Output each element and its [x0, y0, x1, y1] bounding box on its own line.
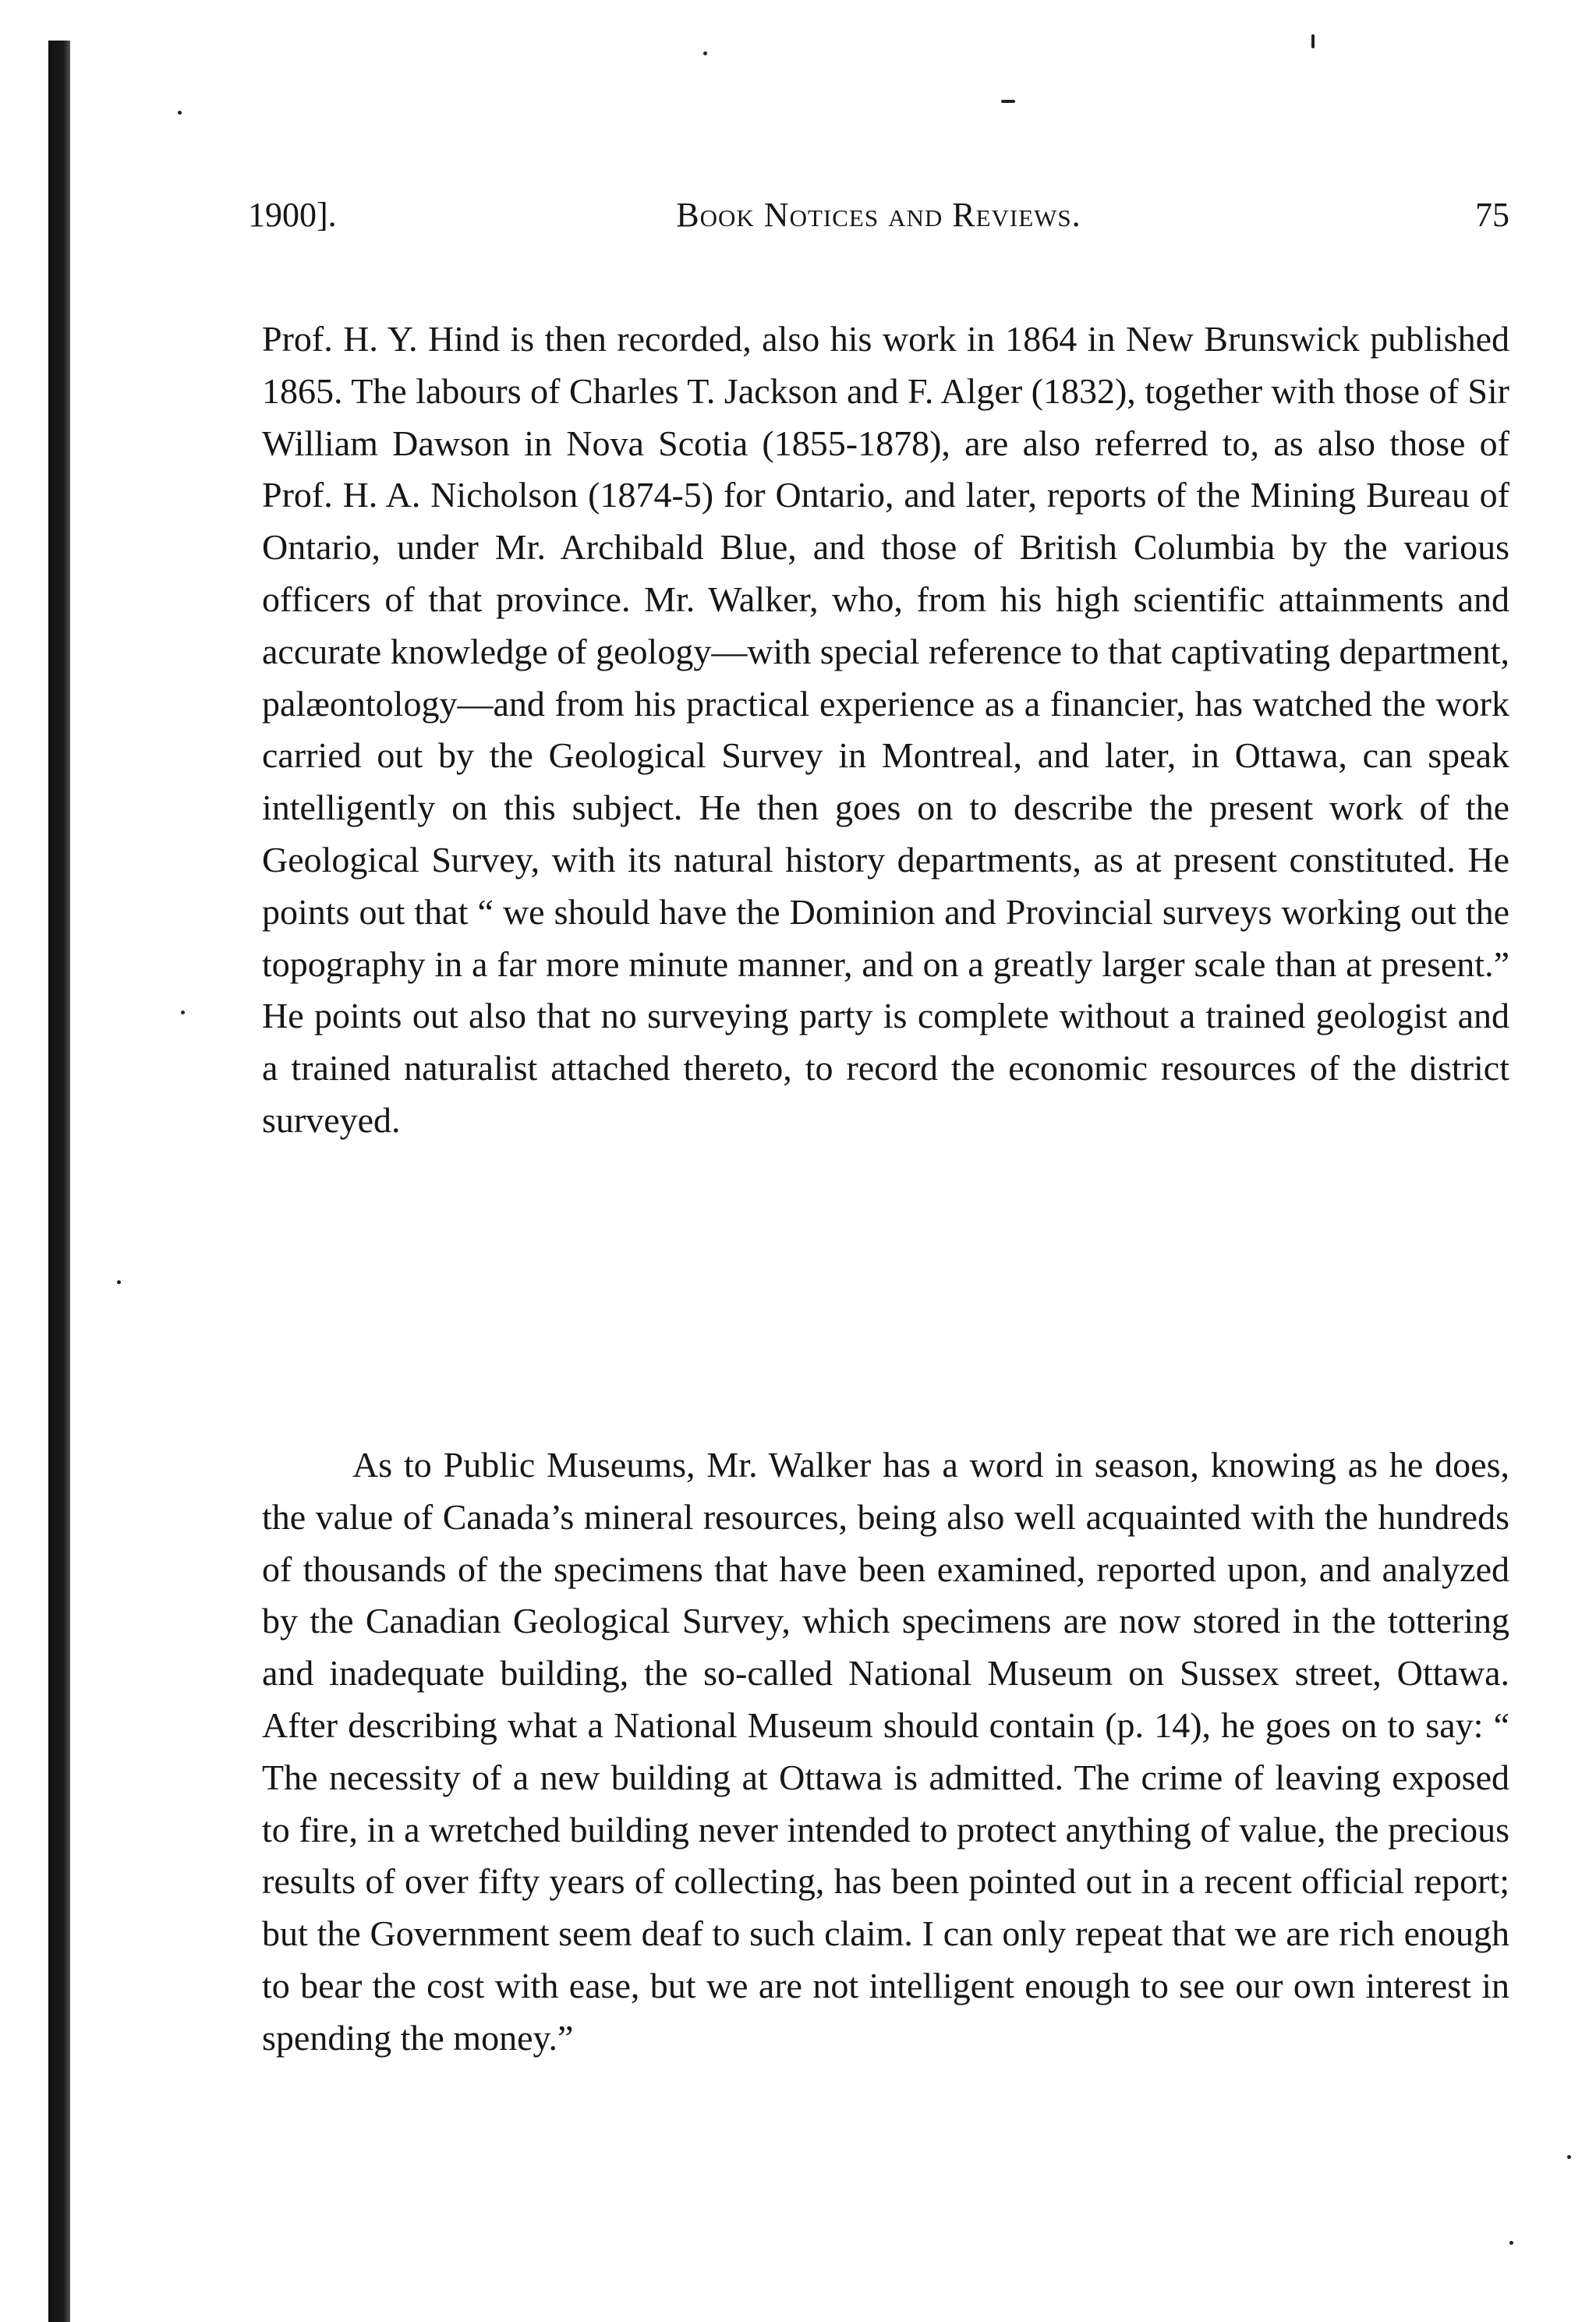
scan-speck: [703, 51, 707, 55]
header-year: 1900].: [248, 196, 337, 234]
scan-speck: [1567, 2155, 1571, 2159]
scan-speck: [178, 111, 182, 115]
scan-speck: [1509, 2241, 1513, 2245]
running-header: [248, 192, 1509, 239]
scan-speck: [1311, 34, 1315, 48]
scan-speck: [117, 1280, 121, 1284]
scan-speck: [1001, 100, 1015, 103]
body-paragraph: Prof. H. Y. Hind is then recorded, also his work in 1864 in New Brunswick published 1865. The labours of Charles T. Jackson and F. Alger (1832), together with those of Sir William Dawson in Nova Scotia (1855-1878), are also referred to, as also those of Prof. H. A. Nicholson (1874-5) for Ontario, and later, reports of the Mining Bureau of Ontario, under Mr. Archibald Blue, and those of British Columbia by the various officers of that province. Mr. Walker, who, from his high scientific attainments and accurate knowledge of geology—with special reference to that captivating department, palæontology—and from his practical experience as a financier, has watched the work carried out by the Geological Survey in Montreal, and later, in Ottawa, can speak intelligently on this subject. He then goes on to describe the present work of the Geological Survey, with its natural history departments, as at present constituted. He points out that “ we should have the Dominion and Provincial surveys working out the topography in a far more minute manner, and on a greatly larger scale than at present.” He points out also that no surveying party is complete without a trained geologist and a trained naturalist attached thereto, to record the economic resources of the district surveyed.: [262, 319, 1509, 1140]
body-paragraph: As to Public Museums, Mr. Walker has a word in season, knowing as he does, the value of Canada’s mineral resources, being also well acquainted with the hundreds of thousands of the specimens that have been examined, reported upon, and analyzed by the Canadian Geological Survey, which specimens are now stored in the tottering and inadequate building, the so-called National Museum on Sussex street, Ottawa. After describing what a National Museum should contain (p. 14), he goes on to say: “ The necessity of a new building at Ottawa is admitted. The crime of leaving exposed to fire, in a wretched building never intended to protect anything of value, the precious results of over fifty years of collecting, has been pointed out in a recent official report; but the Government seem deaf to such claim. I can only repeat that we are rich enough to bear the cost with ease, but we are not intelligent enough to see our own interest in spending the money.”: [262, 1445, 1509, 2058]
page-number: 75: [1475, 196, 1509, 234]
running-title: Book Notices and Reviews.: [676, 196, 1081, 234]
page-binding-edge: [48, 41, 70, 2322]
scan-speck: [181, 1011, 185, 1014]
